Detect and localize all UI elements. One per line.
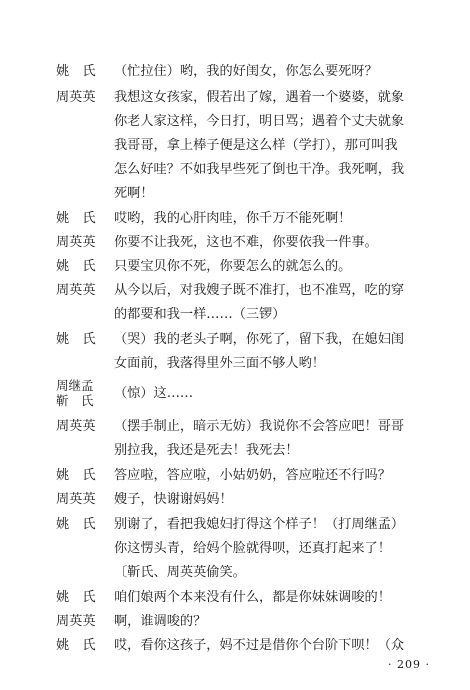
dialogue-continuation: 别拉我，我还是死去！我死去！: [114, 443, 299, 458]
dialogue-text: （忙拉住）哟，我的好闺女，你怎么要死呀？: [114, 64, 378, 79]
speaker-name: 周英英: [56, 419, 96, 434]
speaker-name: 姚 氏: [56, 64, 96, 79]
speaker-name: 周英英: [56, 614, 96, 629]
speaker-name: 周英英: [56, 492, 96, 507]
dialogue-text: 我想这女孩家，假若出了嫁，遇着一个婆婆，就象: [114, 90, 405, 105]
page-number: · 209 ·: [388, 658, 430, 671]
dialogue-continuation: 的都要和我一样……（三锣）: [114, 307, 286, 322]
speaker-name: 周继孟: [56, 378, 94, 393]
dialogue-continuation: 我哥哥，拿上棒子便是这么样（学打），那可叫我: [114, 138, 398, 153]
dialogue-text: 嫂子，快谢谢妈妈！: [114, 492, 233, 507]
dialogue-text: （惊）这……: [114, 386, 194, 401]
speaker-name: 姚 氏: [56, 468, 96, 483]
speaker-name: 姚 氏: [56, 332, 96, 347]
dialogue-text: 从今以后，对我嫂子既不准打，也不准骂，吃的穿: [114, 283, 405, 298]
dialogue-continuation: 女面前，我落得里外三面不够人哟！: [114, 356, 325, 371]
dialogue-text: 只要宝贝你不死，你要怎么的就怎么的。: [114, 259, 352, 274]
stage-direction: 〔靳氏、周英英偷笑。: [114, 565, 246, 580]
dialogue-continuation: 死啊！: [114, 186, 154, 201]
dialogue-text: 你要不让我死，这也不难，你要依我一件事。: [114, 235, 378, 250]
speaker-name: 周英英: [56, 235, 96, 250]
speaker-name: 姚 氏: [56, 517, 96, 532]
speaker-name: 姚 氏: [56, 638, 96, 653]
dialogue-text: 答应啦，答应啦，小姑奶奶，答应啦还不行吗？: [114, 468, 391, 483]
dialogue-text: 啊，谁调唆的？: [114, 614, 207, 629]
dialogue-continuation: 你这愣头青，给妈个脸就得呗，还真打起来了！: [114, 541, 391, 556]
dialogue-text: 哎哟，我的心肝肉哇，你千万不能死啊！: [114, 211, 352, 226]
dialogue-continuation: 怎么好哇？不如我早些死了倒也干净。我死啊，我: [114, 162, 405, 177]
speaker-name: 姚 氏: [56, 259, 96, 274]
speaker-name: 周英英: [56, 283, 96, 298]
dialogue-text: 别谢了，看把我媳妇打得这个样子！（打周继孟）: [114, 517, 405, 532]
speaker-name: 周英英: [56, 90, 96, 105]
dialogue-continuation: 你老人家这样，今日打，明日骂；遇着个丈夫就象: [114, 114, 405, 129]
dialogue-text: 哎，看你这孩子，妈不过是借你个台阶下呗！（众: [114, 638, 405, 653]
dialogue-text: 咱们娘两个本来没有什么，都是你妹妹调唆的！: [114, 590, 391, 605]
speaker-name: 靳 氏: [56, 393, 94, 408]
speaker-name: 姚 氏: [56, 590, 96, 605]
speaker-name-stack: [56, 378, 108, 408]
dialogue-text: （摆手制止，暗示无妨）我说你不会答应吧！哥哥: [114, 419, 405, 434]
dialogue-text: （哭）我的老头子啊，你死了，留下我，在媳妇闺: [114, 332, 405, 347]
speaker-name: 姚 氏: [56, 211, 96, 226]
